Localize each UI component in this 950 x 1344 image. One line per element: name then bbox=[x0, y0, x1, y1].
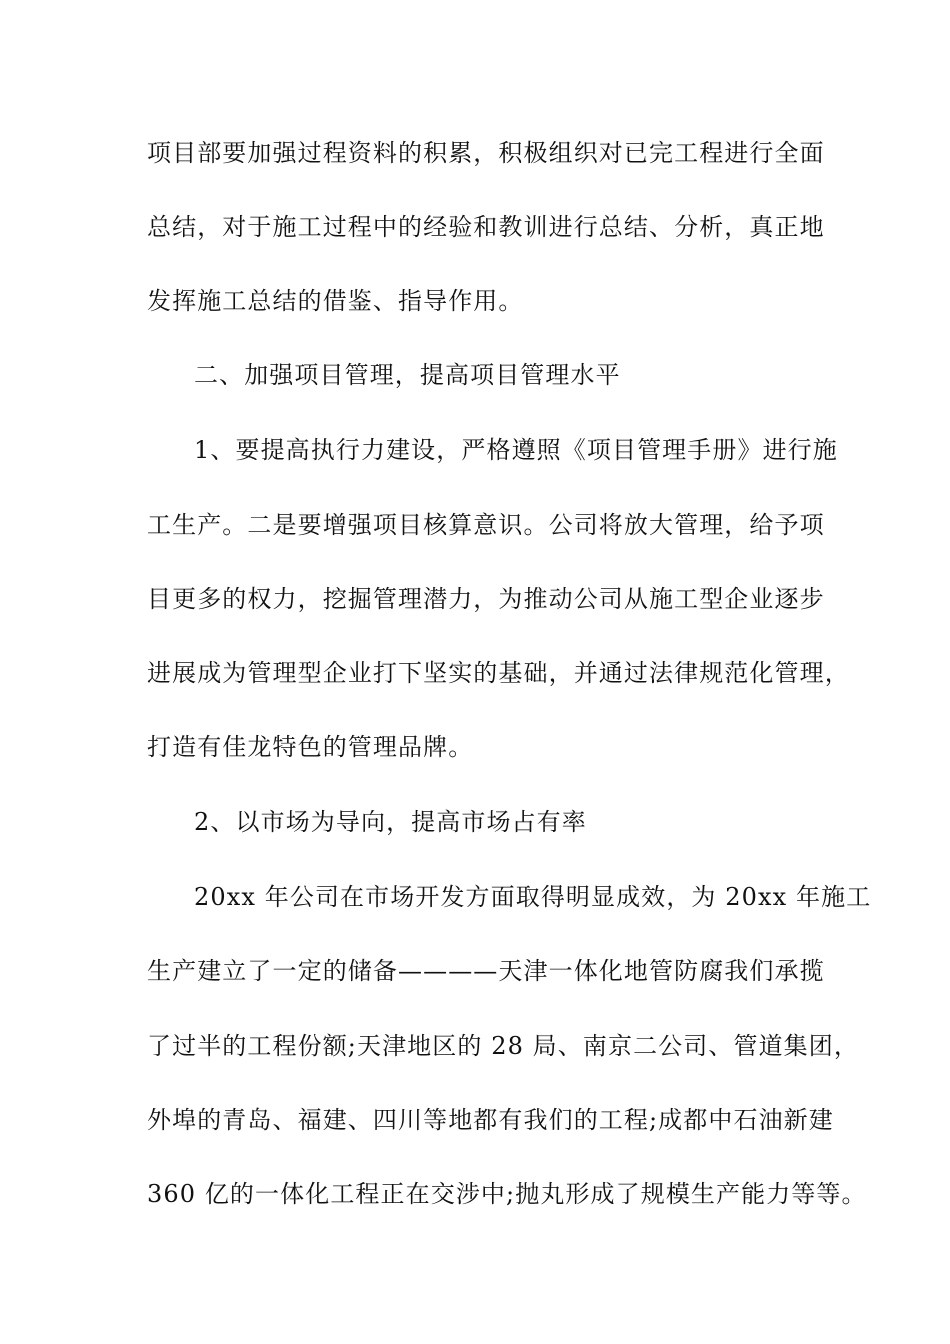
section-heading: 二、加强项目管理，提高项目管理水平 bbox=[194, 361, 621, 389]
section-heading: 2、以市场为导向，提高市场占有率 bbox=[194, 808, 587, 836]
paragraph-line: 打造有佳龙特色的管理品牌。 bbox=[147, 733, 474, 761]
paragraph-line: 了过半的工程份额;天津地区的 28 局、南京二公司、管道集团， bbox=[147, 1032, 859, 1060]
paragraph-line: 总结，对于施工过程中的经验和教训进行总结、分析，真正地 bbox=[147, 213, 825, 241]
paragraph-line: 生产建立了一定的储备————天津一体化地管防腐我们承揽 bbox=[147, 957, 825, 985]
paragraph-line: 20xx 年公司在市场开发方面取得明显成效，为 20xx 年施工 bbox=[194, 883, 872, 911]
paragraph-line: 发挥施工总结的借鉴、指导作用。 bbox=[147, 287, 524, 315]
paragraph-line: 工生产。二是要增强项目核算意识。公司将放大管理，给予项 bbox=[147, 511, 825, 539]
paragraph-line: 进展成为管理型企业打下坚实的基础，并通过法律规范化管理， bbox=[147, 659, 850, 687]
paragraph-line: 项目部要加强过程资料的积累，积极组织对已完工程进行全面 bbox=[147, 139, 825, 167]
paragraph-line: 360 亿的一体化工程正在交涉中;抛丸形成了规模生产能力等等。 bbox=[147, 1180, 867, 1208]
paragraph-line: 1、要提高执行力建设，严格遵照《项目管理手册》进行施 bbox=[194, 436, 838, 464]
paragraph-line: 目更多的权力，挖掘管理潜力，为推动公司从施工型企业逐步 bbox=[147, 585, 825, 613]
paragraph-line: 外埠的青岛、福建、四川等地都有我们的工程;成都中石油新建 bbox=[147, 1106, 834, 1134]
